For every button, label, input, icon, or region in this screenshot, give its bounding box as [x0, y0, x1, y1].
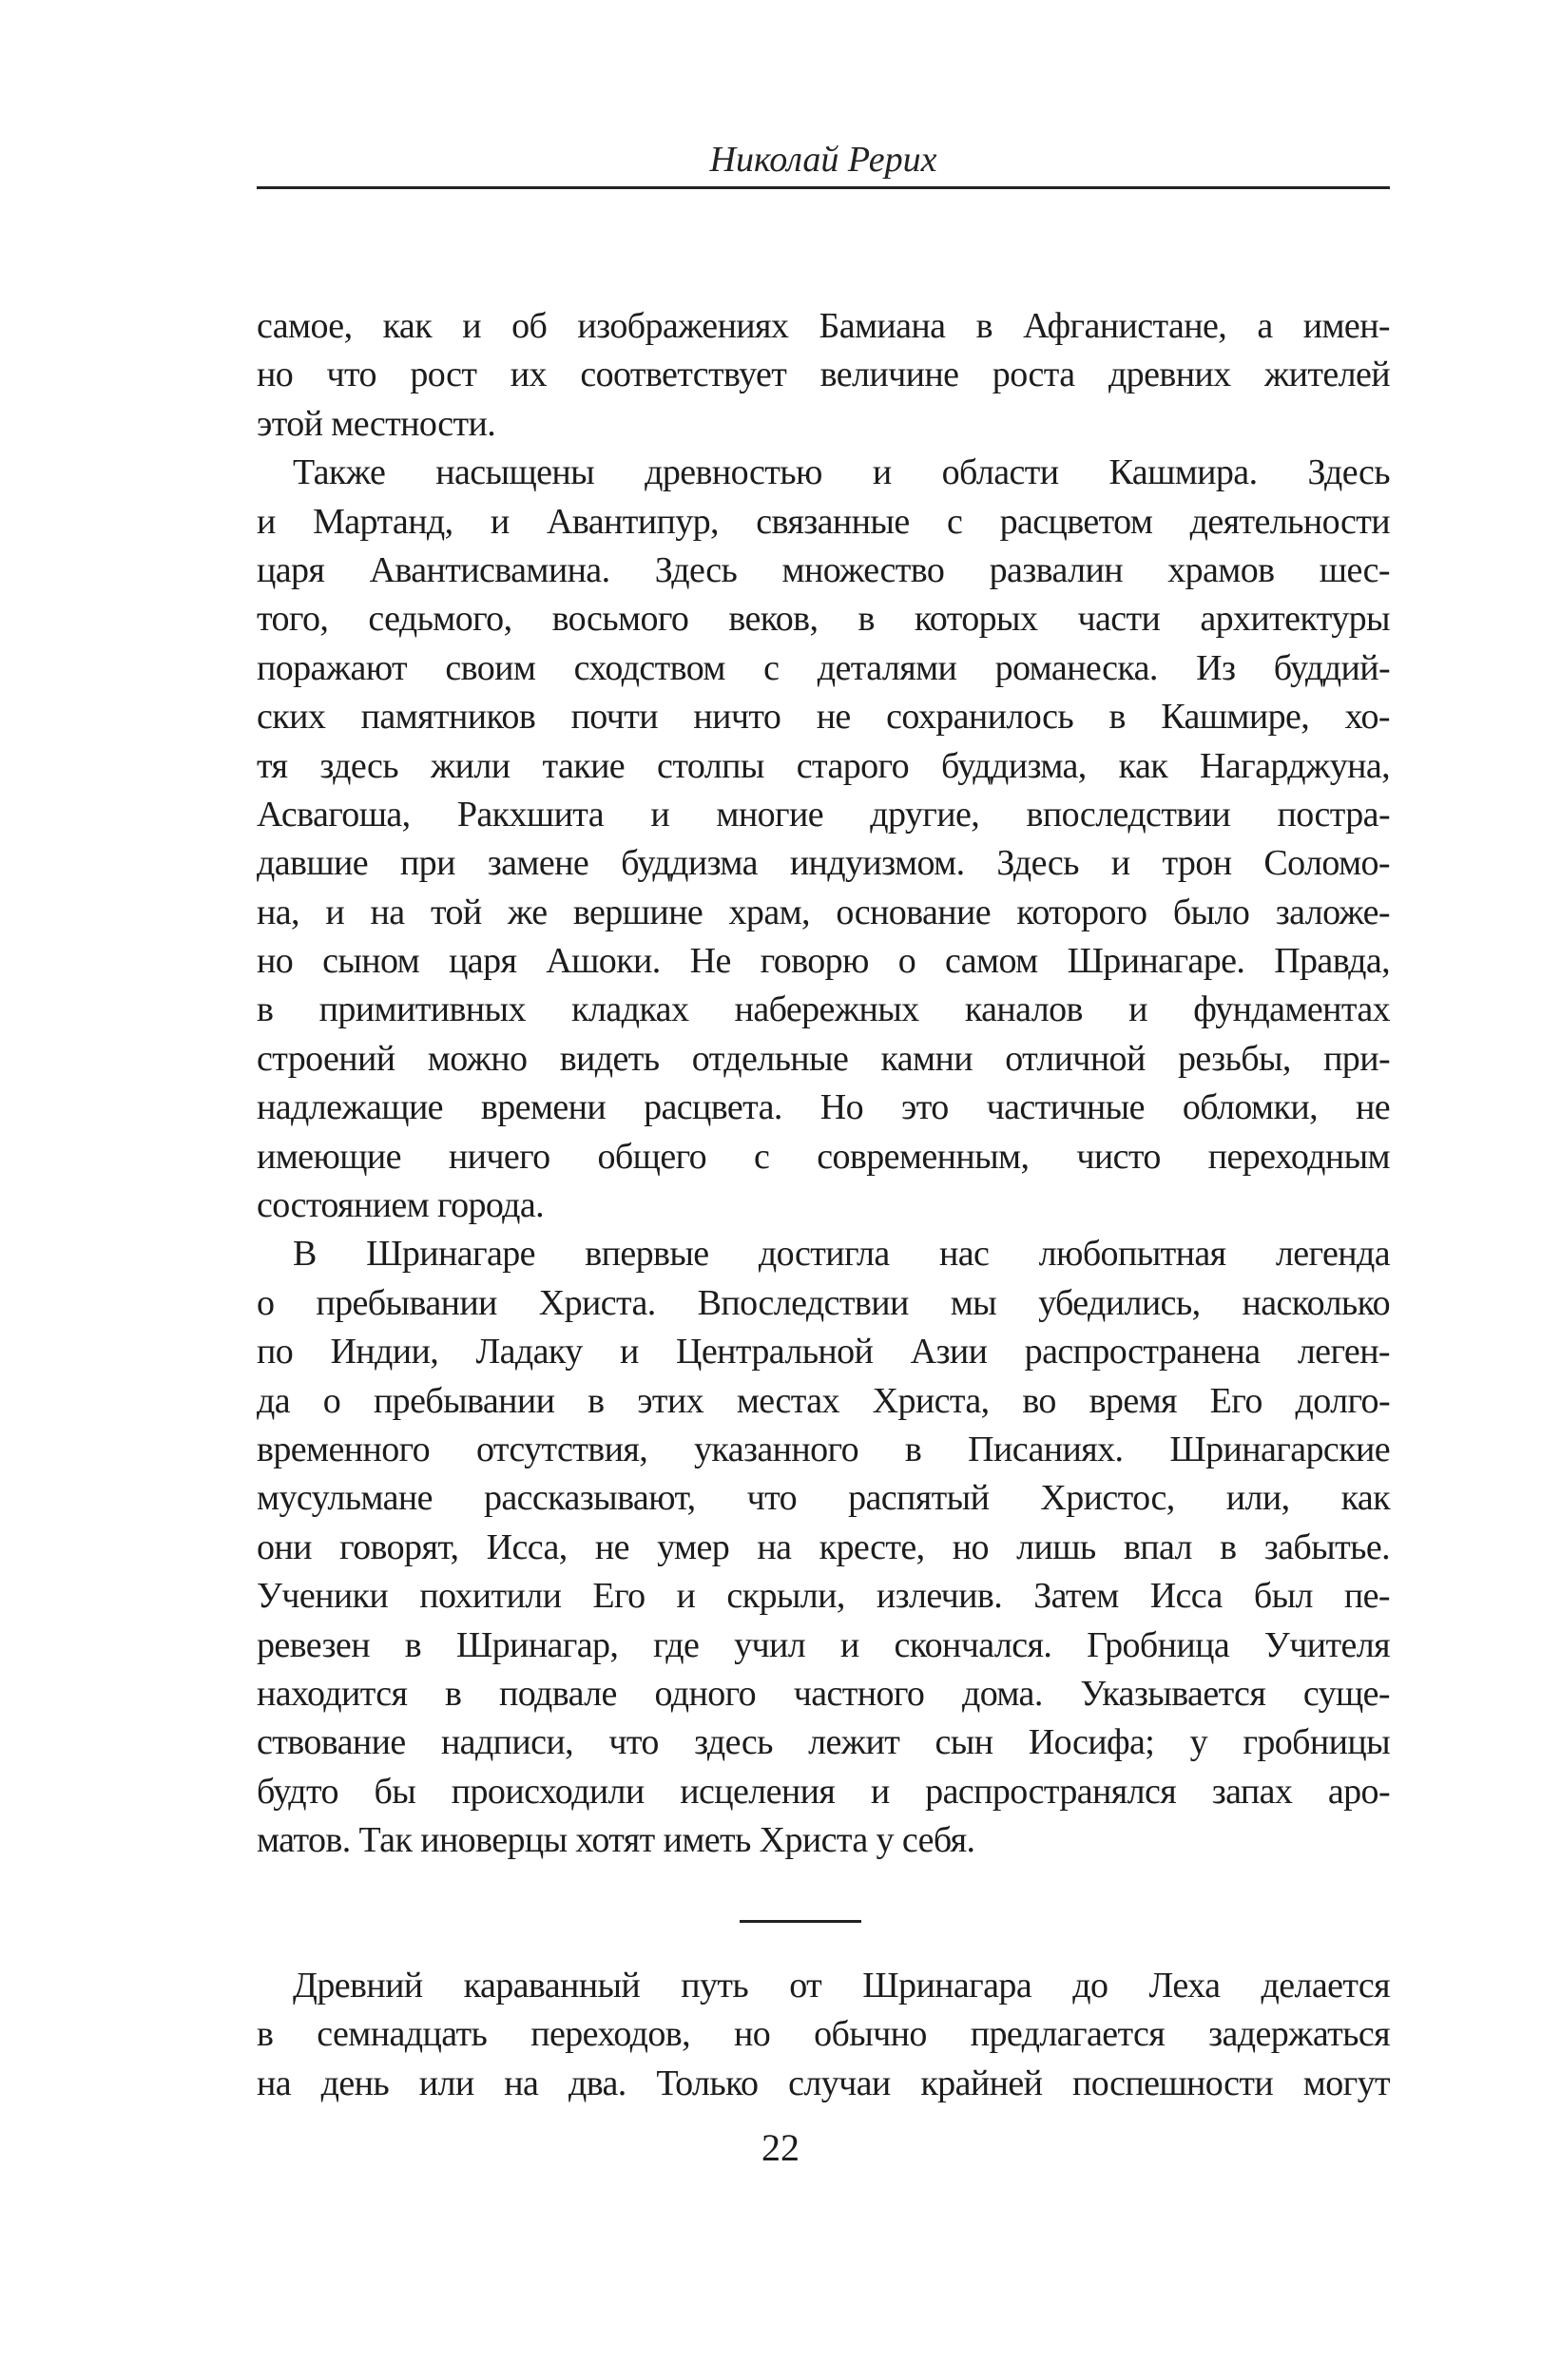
text-line: мусульмане рассказывают, что распятый Христос, или, как — [257, 1478, 1390, 1519]
text-line: имеющие ничего общего с современным, чисто переходным — [257, 1136, 1390, 1177]
page-number: 22 — [761, 2126, 800, 2169]
text-line: строений можно видеть отдельные камни отличной резьбы, при- — [257, 1038, 1390, 1079]
text-line: поражают своим сходством с деталями романеска. Из буддий- — [257, 647, 1390, 688]
text-line: в примитивных кладках набережных каналов и фундаментах — [257, 989, 1390, 1030]
text-line: в семнадцать переходов, но обычно предлагается задержаться — [257, 2014, 1390, 2055]
text-line: тя здесь жили такие столпы старого буддизма, как Нагарджуна, — [257, 745, 1390, 786]
text-line: но что рост их соответствует величине роста древних жителей — [257, 355, 1390, 395]
text-line: царя Авантисвамина. Здесь множество развалин храмов шес- — [257, 549, 1390, 590]
text-line: матов. Так иноверцы хотят иметь Христа у себя. — [257, 1820, 975, 1861]
text-line: о пребывании Христа. Впоследствии мы убедились, насколько — [257, 1282, 1390, 1323]
text-line: давшие при замене буддизма индуизмом. Здесь и трон Соломо- — [257, 843, 1390, 884]
text-line: ских памятников почти ничто не сохранилось в Кашмире, хо- — [257, 697, 1390, 738]
text-line: но сыном царя Ашоки. Не говорю о самом Шринагаре. Правда, — [257, 941, 1390, 982]
text-line: и Мартанд, и Авантипур, связанные с расцветом деятельности — [257, 501, 1390, 542]
text-line: ревезен в Шринагар, где учил и скончался. Гробница Учителя — [257, 1624, 1390, 1665]
text-line: на день или на два. Только случаи крайней поспешности могут — [257, 2063, 1390, 2103]
text-line: на, и на той же вершине храм, основание которого было заложе- — [257, 892, 1390, 932]
section-separator — [740, 1920, 861, 1923]
text-line: ствование надписи, что здесь лежит сын Иосифа; у гробницы — [257, 1722, 1390, 1763]
text-line: того, седьмого, восьмого веков, в которых части архитектуры — [257, 599, 1390, 640]
text-line: Ученики похитили Его и скрыли, излечив. Затем Исса был пе- — [257, 1576, 1390, 1617]
text-line: находится в подвале одного частного дома. Указывается суще- — [257, 1673, 1390, 1714]
text-line: они говорят, Исса, не умер на кресте, но лишь впал в забытье. — [257, 1526, 1390, 1567]
text-line: надлежащие времени расцвета. Но это частичные обломки, не — [257, 1087, 1390, 1128]
header-rule — [257, 186, 1390, 189]
running-title: Николай Рерих — [709, 140, 937, 180]
after-break-text — [257, 1962, 1390, 2108]
text-line: Древний караванный путь от Шринагара до Леха делается — [293, 1966, 1390, 2006]
text-line: самое, как и об изображениях Бамиана в Афганистане, а имен- — [257, 306, 1390, 346]
text-line: по Индии, Ладаку и Центральной Азии распространена леген- — [257, 1332, 1390, 1372]
text-line: состоянием города. — [257, 1185, 545, 1226]
text-line: временного отсутствия, указанного в Писаниях. Шринагарские — [257, 1429, 1390, 1469]
text-line: этой местности. — [257, 403, 496, 444]
main-text — [257, 302, 1390, 1866]
text-line: Также насыщены древностью и области Кашмира. Здесь — [293, 452, 1390, 493]
text-line: Асвагоша, Ракхшита и многие другие, впоследствии постра- — [257, 794, 1390, 835]
text-line: В Шринагаре впервые достигла нас любопытная легенда — [293, 1234, 1390, 1275]
text-line: да о пребывании в этих местах Христа, во время Его долго- — [257, 1380, 1390, 1421]
text-line: будто бы происходили исцеления и распространялся запах аро- — [257, 1771, 1390, 1812]
